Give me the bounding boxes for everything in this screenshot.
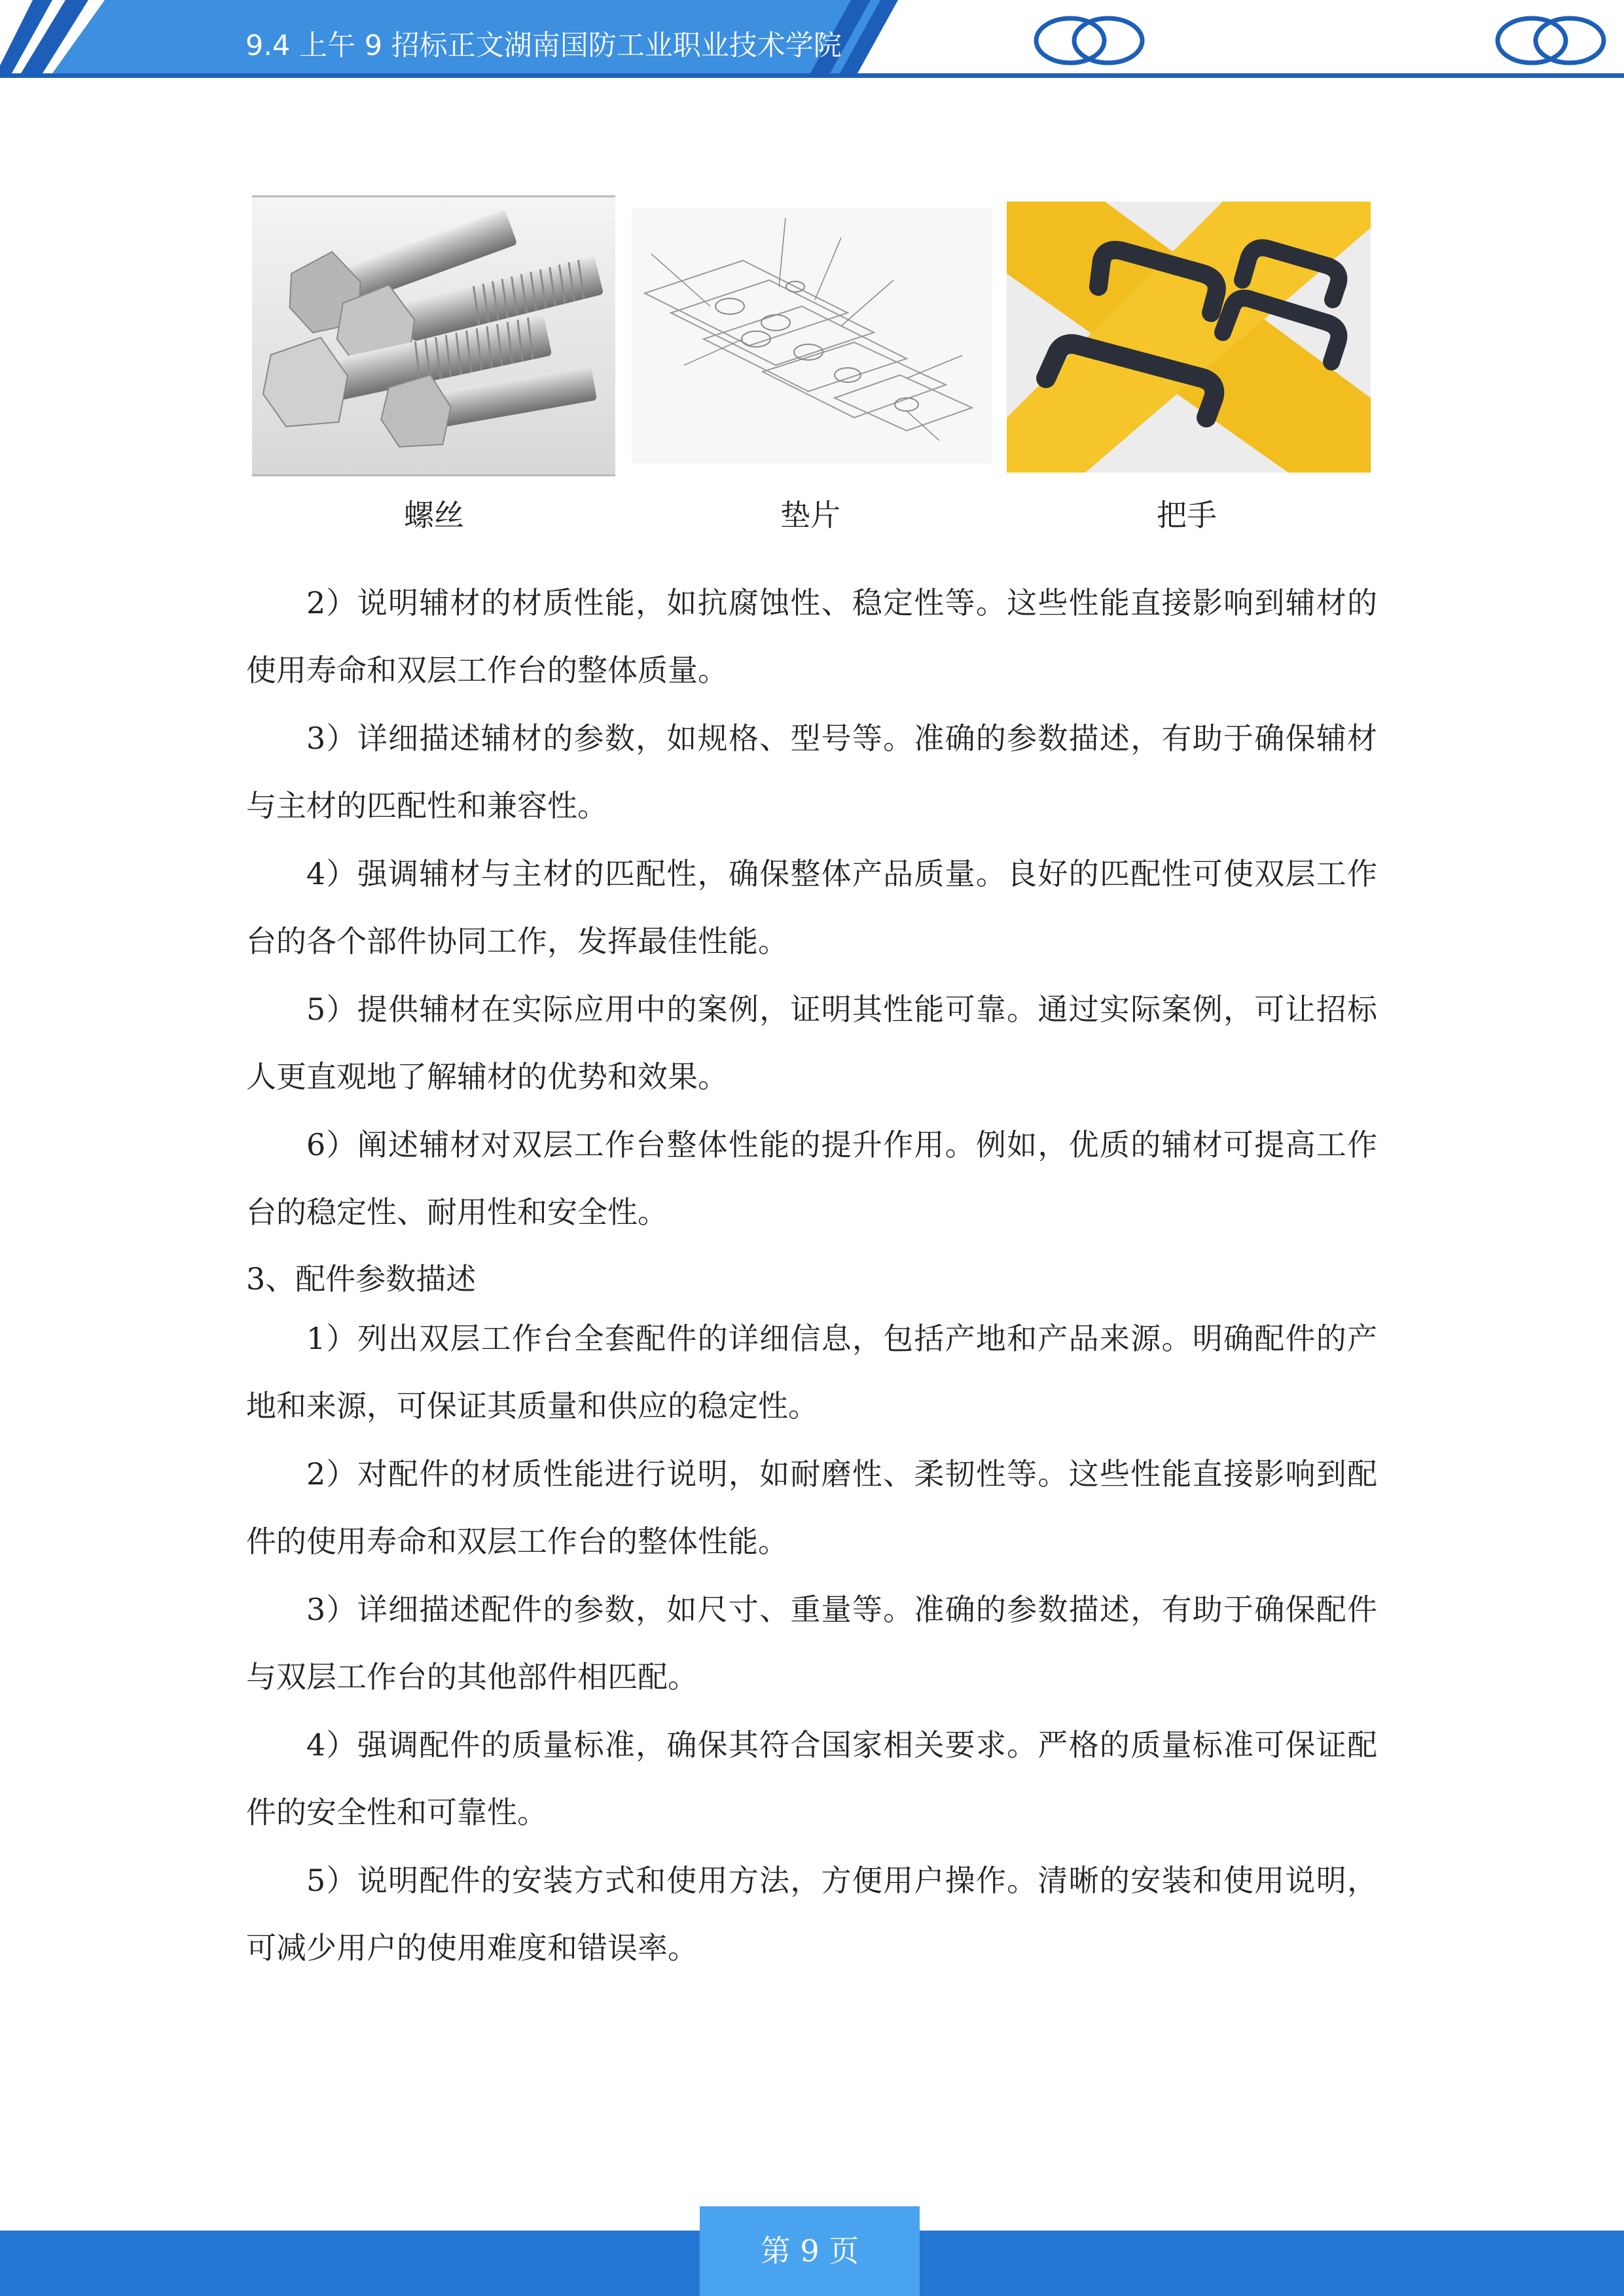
paragraph: 3）详细描述配件的参数，如尺寸、重量等。准确的参数描述，有助于确保配件与双层工作台的其他部件相匹配。 [246,1592,1377,1695]
washer-diagram [632,208,992,463]
handles-photo [1007,202,1371,473]
page-number: 第 9 页 [700,2206,920,2296]
paragraph: 3）详细描述辅材的参数，如规格、型号等。准确的参数描述，有助于确保辅材与主材的匹配性和兼容性。 [246,721,1377,823]
figure-caption-handles: 把手 [1157,497,1217,533]
paragraph: 2）对配件的材质性能进行说明，如耐磨性、柔韧性等。这些性能直接影响到配件的使用寿命和双层工作台的整体性能。 [246,1456,1377,1559]
paragraph: 6）阐述辅材对双层工作台整体性能的提升作用。例如，优质的辅材可提高工作台的稳定性、耐用性和安全性。 [246,1127,1377,1230]
double-ring-logo-icon [1031,14,1149,67]
paragraph: 5）提供辅材在实际应用中的案例，证明其性能可靠。通过实际案例，可让招标人更直观地了解辅材的优势和效果。 [246,992,1377,1094]
figure-caption-bolts: 螺丝 [404,497,464,533]
double-ring-logo-icon [1492,14,1610,67]
paragraph: 4）强调辅材与主材的匹配性，确保整体产品质量。良好的匹配性可使双层工作台的各个部件协同工作，发挥最佳性能。 [246,856,1377,959]
section-heading: 3、配件参数描述 [246,1261,477,1297]
bolts-photo [252,195,615,476]
header-title: 9.4 上午 9 招标正文湖南国防工业职业技术学院 [245,29,842,62]
paragraph: 1）列出双层工作台全套配件的详细信息，包括产地和产品来源。明确配件的产地和来源，可保证其质量和供应的稳定性。 [246,1321,1377,1424]
figure-caption-washer: 垫片 [780,497,840,533]
paragraph: 4）强调配件的质量标准，确保其符合国家相关要求。严格的质量标准可保证配件的安全性和可靠性。 [246,1727,1377,1830]
paragraph: 2）说明辅材的材质性能，如抗腐蚀性、稳定性等。这些性能直接影响到辅材的使用寿命和双层工作台的整体质量。 [246,585,1377,688]
document-body [246,569,1377,1982]
page-header [0,0,1624,85]
paragraph: 5）说明配件的安装方式和使用方法，方便用户操作。清晰的安装和使用说明，可减少用户的使用难度和错误率。 [246,1863,1377,1965]
